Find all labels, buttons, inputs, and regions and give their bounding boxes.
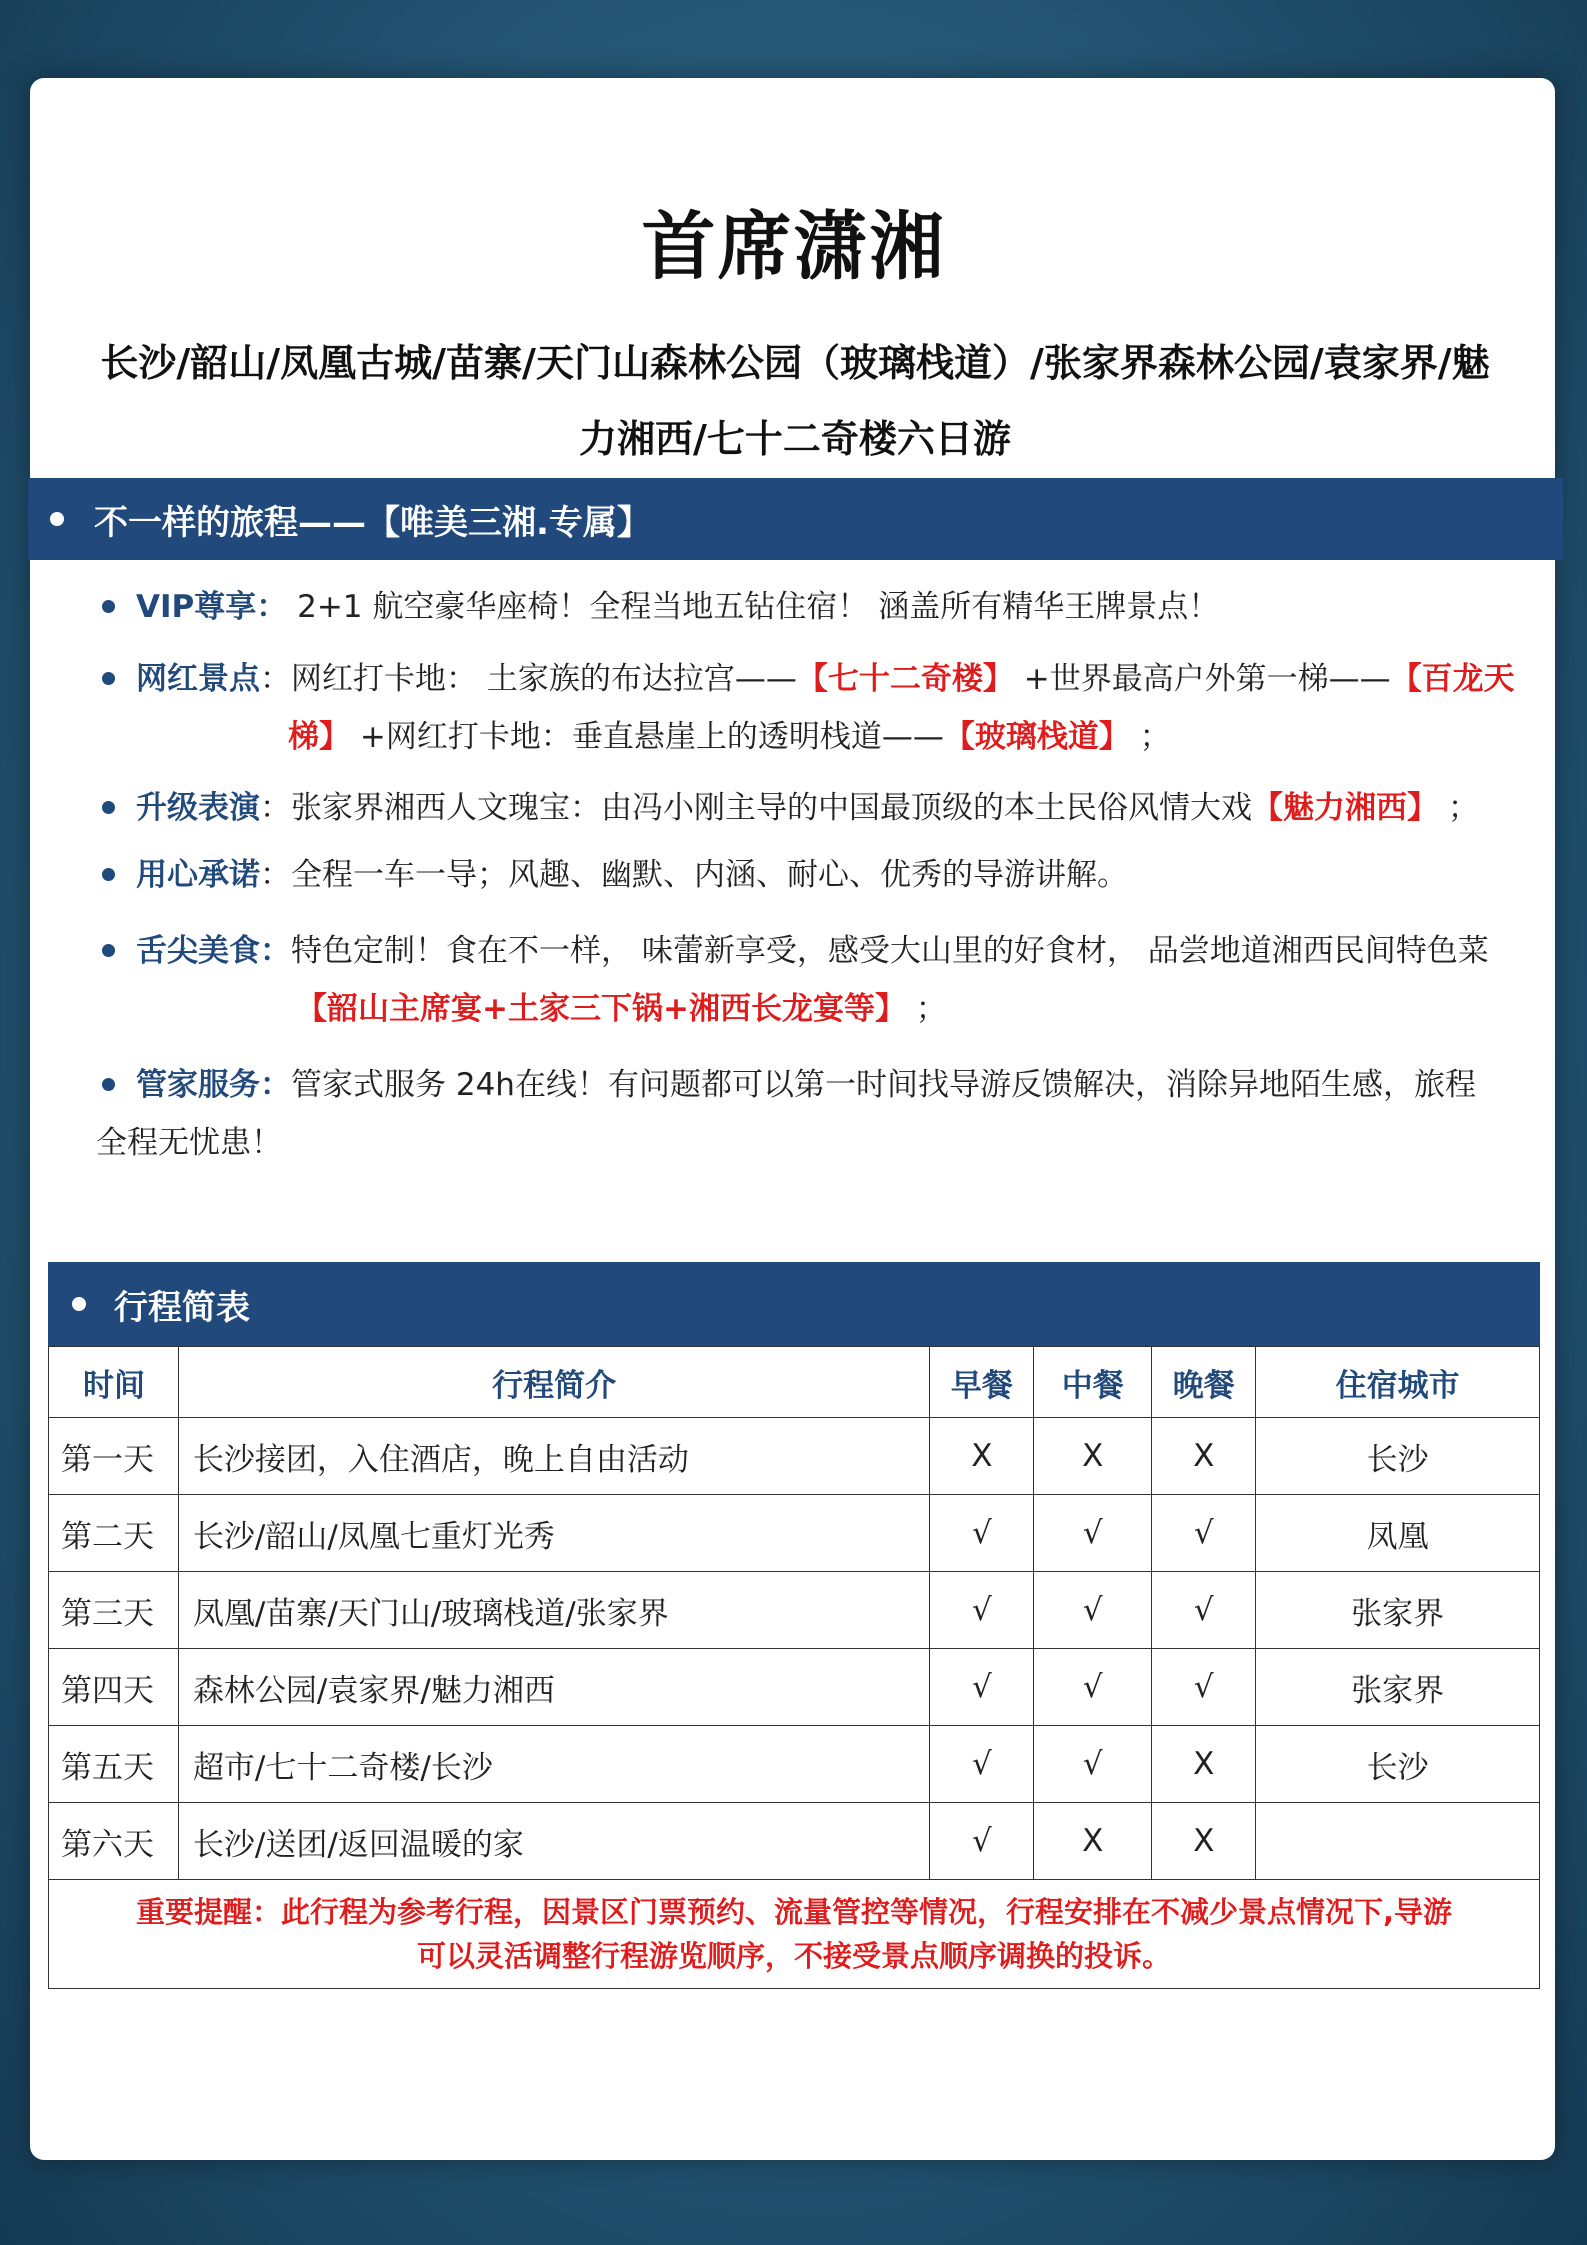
- cell-city: 长沙: [1256, 1418, 1540, 1495]
- itinerary-table: [48, 1346, 1540, 1989]
- feature-commitment: [102, 846, 1128, 904]
- cell-description: 长沙/送团/返回温暖的家: [178, 1803, 929, 1880]
- cell-breakfast: √: [930, 1803, 1034, 1880]
- cell-lunch: √: [1034, 1495, 1152, 1572]
- cell-breakfast: √: [930, 1495, 1034, 1572]
- feature-label: 用心承诺: [136, 857, 260, 893]
- feature-label: VIP尊享：: [136, 589, 288, 625]
- cell-dinner: X: [1152, 1803, 1256, 1880]
- cell-lunch: √: [1034, 1726, 1152, 1803]
- feature-landmarks: [102, 650, 1515, 766]
- cell-city: 长沙: [1256, 1726, 1540, 1803]
- cell-lunch: X: [1034, 1418, 1152, 1495]
- feature-highlight: 梯】: [288, 719, 350, 755]
- bullet-icon: [102, 1078, 115, 1091]
- feature-label: 网红景点: [136, 661, 260, 697]
- table-row: [49, 1418, 1540, 1495]
- itinerary-section-header: [48, 1262, 1540, 1346]
- cell-day: 第六天: [49, 1803, 179, 1880]
- cell-dinner: √: [1152, 1649, 1256, 1726]
- feature-text: ：张家界湘西人文瑰宝：由冯小刚主导的中国最顶级的本土民俗风情大戏: [260, 790, 1252, 826]
- feature-cuisine: [102, 922, 1489, 1038]
- page-title: 首席潇湘: [641, 204, 946, 290]
- cell-lunch: √: [1034, 1572, 1152, 1649]
- feature-text: ；: [1438, 790, 1479, 826]
- bullet-icon: [50, 512, 64, 526]
- cell-description: 凤凰/苗寨/天门山/玻璃栈道/张家界: [178, 1572, 929, 1649]
- feature-text: 2+1 航空豪华座椅！全程当地五钻住宿！ 涵盖所有精华王牌景点！: [287, 589, 1220, 625]
- cell-description: 森林公园/袁家界/魅力湘西: [178, 1649, 929, 1726]
- notice-line: 重要提醒：此行程为参考行程，因景区门票预约、流量管控等情况，行程安排在不减少景点情况下,导游: [135, 1895, 1453, 1929]
- cell-lunch: X: [1034, 1803, 1152, 1880]
- cell-city: 张家界: [1256, 1649, 1540, 1726]
- feature-performance: [102, 779, 1479, 837]
- feature-text: ；: [1129, 719, 1171, 755]
- itinerary-heading: 行程简表: [114, 1287, 250, 1328]
- feature-text: 管家式服务 24h在线！有问题都可以第一时间找导游反馈解决，消除异地陌生感，旅程: [291, 1067, 1476, 1103]
- cell-description: 长沙接团，入住酒店，晚上自由活动: [178, 1418, 929, 1495]
- feature-text: 特色定制！食在不一样， 味蕾新享受，感受大山里的好食材， 品尝地道湘西民间特色菜: [291, 933, 1489, 969]
- feature-highlight: 【七十二奇楼】: [796, 661, 1014, 697]
- bullet-icon: [102, 944, 115, 957]
- table-header-row: [49, 1347, 1540, 1418]
- notice-row: [49, 1880, 1540, 1989]
- table-row: [49, 1572, 1540, 1649]
- cell-lunch: √: [1034, 1649, 1152, 1726]
- cell-breakfast: √: [930, 1649, 1034, 1726]
- highlights-heading: 不一样的旅程——【唯美三湘.专属】: [94, 502, 651, 543]
- table-row: [49, 1649, 1540, 1726]
- bullet-icon: [102, 868, 115, 881]
- cell-day: 第二天: [49, 1495, 179, 1572]
- highlights-section-header: [28, 478, 1563, 560]
- cell-day: 第四天: [49, 1649, 179, 1726]
- cell-description: 长沙/韶山/凤凰七重灯光秀: [178, 1495, 929, 1572]
- bullet-icon: [102, 672, 115, 685]
- feature-text: 全程无忧患！: [96, 1125, 282, 1161]
- feature-label: 升级表演: [136, 790, 260, 826]
- cell-breakfast: X: [930, 1418, 1034, 1495]
- table-row: [49, 1803, 1540, 1880]
- column-header-summary: 行程简介: [178, 1347, 929, 1418]
- feature-label: 舌尖美食：: [136, 933, 291, 969]
- feature-highlight: 【百龙天: [1390, 661, 1515, 697]
- cell-dinner: √: [1152, 1572, 1256, 1649]
- feature-text: +世界最高户外第一梯——: [1013, 661, 1391, 697]
- cell-dinner: X: [1152, 1418, 1256, 1495]
- important-notice: [49, 1880, 1540, 1989]
- feature-text: ：网红打卡地： 土家族的布达拉宫——: [260, 661, 797, 697]
- feature-text: +网红打卡地：垂直悬崖上的透明栈道——: [350, 719, 944, 755]
- bullet-icon: [102, 600, 115, 613]
- cell-city: 凤凰: [1256, 1495, 1540, 1572]
- feature-text: ：全程一车一导；风趣、幽默、内涵、耐心、优秀的导游讲解。: [260, 857, 1128, 893]
- column-header-city: 住宿城市: [1256, 1347, 1540, 1418]
- cell-city: [1256, 1803, 1540, 1880]
- column-header-time: 时间: [49, 1347, 179, 1418]
- feature-highlight: 【韶山主席宴+土家三下锅+湘西长龙宴等】: [296, 991, 906, 1027]
- column-header-dinner: 晚餐: [1152, 1347, 1256, 1418]
- feature-vip: [102, 578, 1219, 636]
- column-header-lunch: 中餐: [1034, 1347, 1152, 1418]
- feature-butler: [96, 1056, 1476, 1172]
- feature-highlight: 【魅力湘西】: [1252, 790, 1438, 826]
- page-subtitle: 长沙/韶山/凤凰古城/苗寨/天门山森林公园（玻璃栈道）/张家界森林公园/袁家界/魅力湘西/七十二奇楼六日游: [100, 341, 1490, 461]
- cell-breakfast: √: [930, 1572, 1034, 1649]
- cell-city: 张家界: [1256, 1572, 1540, 1649]
- cell-dinner: X: [1152, 1726, 1256, 1803]
- feature-label: 管家服务：: [136, 1067, 291, 1103]
- table-row: [49, 1495, 1540, 1572]
- notice-line: 可以灵活调整行程游览顺序，不接受景点顺序调换的投诉。: [416, 1939, 1171, 1973]
- bullet-icon: [72, 1297, 86, 1311]
- cell-day: 第一天: [49, 1418, 179, 1495]
- cell-day: 第三天: [49, 1572, 179, 1649]
- feature-highlight: 【玻璃栈道】: [943, 719, 1130, 755]
- cell-description: 超市/七十二奇楼/长沙: [178, 1726, 929, 1803]
- cell-dinner: √: [1152, 1495, 1256, 1572]
- table-row: [49, 1726, 1540, 1803]
- bullet-icon: [102, 801, 115, 814]
- cell-day: 第五天: [49, 1726, 179, 1803]
- cell-breakfast: √: [930, 1726, 1034, 1803]
- feature-text: ；: [905, 991, 947, 1027]
- column-header-breakfast: 早餐: [930, 1347, 1034, 1418]
